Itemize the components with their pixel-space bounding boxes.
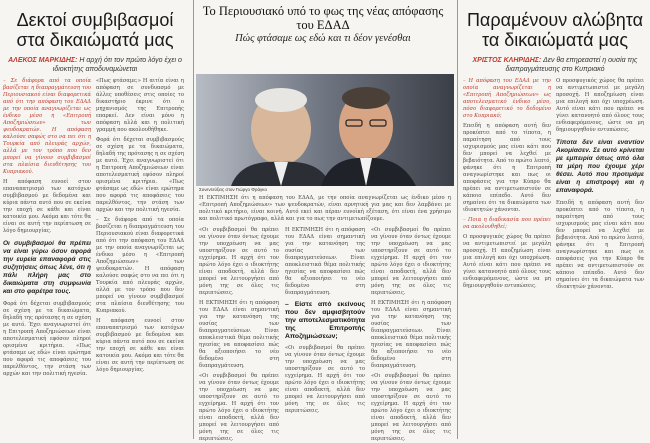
right-divider — [457, 0, 458, 439]
center-header — [199, 0, 447, 45]
left-byline — [0, 56, 190, 74]
right-headline-line-1: Παραμένουν αλώβητα — [466, 10, 644, 30]
center-col-2-text: Η ΕΚΤΙΜΗΣΗ ότι η απόφαση του ΕΔΑΔ είναι σημαντική για την κατανόηση της ουσίας των διαπραγματεύσεων. Είναι αποκλειστικά θέμα πολιτικής ηγεσίας να αποφασίσει πώς θα αξιοποιήσει το νέο δεδομένο στη διαπραγμάτευση. — [285, 227, 365, 296]
left-body-paragraph-3: Φορά ότι δέχεται συμβιβασμούς σε σχέση με τα δικαιώματα, δηλαδή της πρότασης η σε σχέση με αυτό. Έχει αναγνωριστεί ότι η Επιτροπή Αποζημιώσεων είναι αποτελεσματική εφόσον πληροί ορισμένα κριτήρια. «Πως φτάσαμε ως εδώ» είναι ερώτημα που αφορά τις αποφάσεις του παρελθόντος, την στάση των αρχών και την πολιτική ηγεσία. — [3, 301, 91, 377]
left-body-paragraph-6: – Σε διάφορα από τα οποία βασίζεται η διαπραγμάτευση του Περιουσιακού είναι διαφορετικά από ότι την απόφαση του ΕΔΑΔ με την οποία αναγνωρίζεται ως ένδικο μέσο η «Επιτροπή Αποζημιώσεων» των ψευδοκρατών. Η απόφαση καλούσε σαφώς στο να πει ότι η Τουρκία από πλευράς αρχών, αλλά με τον τρόπο που δεν μπορεί να γίνουν συμβιβασμοί στα πλαίσια διευθέτησης του Κυπριακού. — [96, 217, 184, 314]
left-body-col-2 — [96, 78, 184, 378]
center-col-3-text-2: Η ΕΚΤΙΜΗΣΗ ότι η απόφαση του ΕΔΑΔ είναι σημαντική για την κατανόηση της ουσίας των διαπραγματεύσεων. Είναι αποκλειστικά θέμα πολιτικής ηγεσίας να αποφασίσει πώς θα αξιοποιήσει το νέο δεδομένο στη διαπραγμάτευση. — [371, 300, 451, 369]
right-headline — [460, 10, 650, 50]
left-headline — [0, 10, 190, 50]
center-col-2 — [285, 227, 365, 443]
left-article — [0, 0, 190, 439]
center-col-3-text: «Οι συμβιβασμοί θα πρέπει να γίνουν όταν όντως έχουμε την υποχρέωση να μας υποστηρίξουν σε αυτό το εγχείρημα. Η αρχή ότι τον πρώτο λόγο έχει ο ιδιοκτήτης είναι αποδεκτή, αλλά δεν μπορεί να λειτουργήσει από μόνη της σε όλες τις περιπτώσεις. — [371, 227, 451, 296]
center-intro — [197, 195, 453, 223]
left-body-paragraph-7: Η απόφαση ευνοεί στον επαναπατρισμό των κατόχων συμβιβασμού με δεδομένα και κύρια πάντα αυτό που σε εκείνα την εποχή σε κάθε και είναι κατοικία μου. Ακόμα και τότε θα είναι σε αυτή την περίπτωση σε λόγο δημιουργίας. — [96, 318, 184, 373]
right-question: – Ποια η διαδικασία που πρέπει να ακολουθηθεί; — [463, 217, 551, 230]
interview-photo — [196, 74, 454, 186]
left-body-paragraph-2: Η απόφαση ευνοεί στον επαναπατρισμό των κατόχων συμβιβασμού με δεδομένα και κύρια πάντα αυτό που σε εκείνα την εποχή σε κάθε και είναι κατοικία μου. Ακόμα και τότε θα είναι σε αυτή την περίπτωση σε λόγο δημιουργίας. — [3, 179, 91, 234]
photo-caption: Συνεντεύξεις στον Γιώργο Φράγκο — [199, 187, 267, 192]
left-body-paragraph-5: Φορά ότι δέχεται συμβιβασμούς σε σχέση με τα δικαιώματα, δηλαδή της πρότασης η σε σχέση με αυτό. Έχει αναγνωριστεί ότι η Επιτροπή Αποζημιώσεων είναι αποτελεσματική εφόσον πληροί ορισμένα κριτήρια. «Πως φτάσαμε ως εδώ» είναι ερώτημα που αφορά τις αποφάσεις του παρελθόντος, την στάση των αρχών και την πολιτική ηγεσία. — [96, 137, 184, 213]
center-col-1-text-3: «Οι συμβιβασμοί θα πρέπει να γίνουν όταν όντως έχουμε την υποχρέωση να μας υποστηρίξουν σε αυτό το εγχείρημα. Η αρχή ότι τον πρώτο λόγο έχει ο ιδιοκτήτης είναι αποδεκτή, αλλά δεν μπορεί να λειτουργήσει από μόνη της σε όλες τις περιπτώσεις. — [199, 373, 279, 442]
photo-illustration — [196, 74, 454, 186]
right-byline-lead: Δεν θα επηρεαστεί η ουσία της διαπραγμάτευσης στο Κυπριακό — [505, 57, 638, 73]
left-byline-lead: Η αρχή ότι τον πρώτο λόγο έχει ο ιδιοκτήτης αποδυναμώνεται — [52, 57, 182, 73]
right-article — [460, 0, 650, 439]
left-body-col-1 — [3, 78, 91, 378]
left-headline-line-2: στα δικαιώματά μας — [16, 30, 174, 50]
left-byline-author: ΑΛΕΚΟΣ ΜΑΡΚΙΔΗΣ: — [8, 57, 78, 64]
right-callout: Τίποτα δεν είναι εναντίον Ακομίασεν. Σε αυτό κρίνεται με εμπειρία όπως από όλα τα μέρη που έχουμε χέρι θέσει. Αυτό που προτιμάμε είναι η επιστροφή και η επαναφορά. — [556, 139, 644, 194]
right-body-paragraph-3: Ο προσφυγικός χώρος θα πρέπει να αντιμετωπιστεί με μεγάλη προσοχή. Η αποζημίωση είναι μια επιλογή και όχι υποχρέωση. Αυτό είναι κάτι που πρέπει να γίνει κατανοητό από όλους τους ενδιαφερόμενους, ώστε να μη δημιουργηθούν εντυπώσεις. — [463, 234, 551, 289]
right-byline — [460, 56, 650, 74]
left-body — [0, 74, 190, 378]
center-col-3-text-3: «Οι συμβιβασμοί θα πρέπει να γίνουν όταν όντως έχουμε την υποχρέωση να μας υποστηρίξουν σε αυτό το εγχείρημα. Η αρχή ότι τον πρώτο λόγο έχει ο ιδιοκτήτης είναι αποδεκτή, αλλά δεν μπορεί να λειτουργήσει από μόνη της σε όλες τις περιπτώσεις. — [371, 373, 451, 442]
left-headline-line-1: Δεκτοί συμβιβασμοί — [16, 10, 174, 30]
center-col-2-text-2: «Οι συμβιβασμοί θα πρέπει να γίνουν όταν όντως έχουμε την υποχρέωση να μας υποστηρίξουν σε αυτό το εγχείρημα. Η αρχή ότι τον πρώτο λόγο έχει ο ιδιοκτήτης είναι αποδεκτή, αλλά δεν μπορεί να λειτουργήσει από μόνη της σε όλες τις περιπτώσεις. — [285, 345, 365, 414]
right-byline-author: ΧΡΙΣΤΟΣ ΚΛΗΡΙΔΗΣ: — [472, 57, 542, 64]
center-body — [197, 195, 453, 443]
left-body-paragraph-4: «Πως φτάσαμε;» Η αιτία είναι η απόφαση σε συνδυασμό με άλλες υποθέσεις στις οποίες το δικαστήριο έκρινε ότι ο μηχανισμός της Επιτροπής επαρκεί. Δεν είναι μόνο η απόφαση αλλά και η πολιτική γραμμή που ακολουθήθηκε. — [96, 78, 184, 133]
center-col-1-text: «Οι συμβιβασμοί θα πρέπει να γίνουν όταν όντως έχουμε την υποχρέωση να μας υποστηρίξουν σε αυτό το εγχείρημα. Η αρχή ότι τον πρώτο λόγο έχει ο ιδιοκτήτης είναι αποδεκτή, αλλά δεν μπορεί να λειτουργήσει από μόνη της σε όλες τις περιπτώσεις. — [199, 227, 279, 296]
center-col-1-text-2: Η ΕΚΤΙΜΗΣΗ ότι η απόφαση του ΕΔΑΔ είναι σημαντική για την κατανόηση της ουσίας των διαπραγματεύσεων. Είναι αποκλειστικά θέμα πολιτικής ηγεσίας να αποφασίσει πώς θα αξιοποιήσει το νέο δεδομένο στη διαπραγμάτευση. — [199, 300, 279, 369]
right-body-paragraph-4: Ο προσφυγικός χώρος θα πρέπει να αντιμετωπιστεί με μεγάλη προσοχή. Η αποζημίωση είναι μια επιλογή και όχι υποχρέωση. Αυτό είναι κάτι που πρέπει να γίνει κατανοητό από όλους τους ενδιαφερόμενους, ώστε να μη δημιουργηθούν εντυπώσεις. — [556, 78, 644, 133]
center-title: Το Περιουσιακό υπό το φως της νέας απόφασης του ΕΔΑΔ — [202, 4, 444, 32]
left-callout: Οι συμβιβασμοί θα πρέπει να είναι γύρω όσον αφορά την ευρεία επαναφορά στις συζητήσεις όπως λένε, ότι η πάλι πλήρη μας στο δικαιώματα στη συμφωνία και στο φαρέτρα τους. — [3, 240, 91, 295]
right-body-paragraph-1: Επειδή η απόφαση αυτή δεν προκύπτει από το τίποτα, η παραίτηση από τους ισχυρισμούς μας είναι κάτι που δεν μπορεί να λεχθεί με βεβαιότητα. Από το πρώτο λεπτό, φάνηκε ότι η Επιτροπή αναγνωρίστηκε και πως οι αποφάσεις για την Κύπρο θα πρέπει να αντιμετωπιστούν σε κάποιο επίπεδο. Αυτό δεν σημαίνει ότι τα δικαιώματα των ιδιοκτητών χάνονται. — [463, 123, 551, 213]
left-body-paragraph-1: – Σε διάφορα από τα οποία βασίζεται η διαπραγμάτευση του Περιουσιακού είναι διαφορετικά από ότι την απόφαση του ΕΔΑΔ με την οποία αναγνωρίζεται ως ένδικο μέσο η «Επιτροπή Αποζημιώσεων» των ψευδοκρατών. Η απόφαση καλούσε σαφώς στο να πει ότι η Τουρκία από πλευράς αρχών, αλλά με τον τρόπο που δεν μπορεί να γίνουν συμβιβασμοί στα πλαίσια διευθέτησης του Κυπριακού. — [3, 78, 91, 175]
center-callout: – Είστε από εκείνους που δεν αμφισβητούν την αποτελεσματικότητα της Επιτροπής Αποζημιώσεων; — [285, 301, 365, 340]
right-body — [460, 74, 650, 291]
center-columns — [197, 223, 453, 443]
right-headline-line-2: τα δικαιώματά μας — [481, 30, 628, 50]
right-body-paragraph-5: Επειδή η απόφαση αυτή δεν προκύπτει από το τίποτα, η παραίτηση από τους ισχυρισμούς μας είναι κάτι που δεν μπορεί να λεχθεί με βεβαιότητα. Από το πρώτο λεπτό, φάνηκε ότι η Επιτροπή αναγνωρίστηκε και πως οι αποφάσεις για την Κύπρο θα πρέπει να αντιμετωπιστούν σε κάποιο επίπεδο. Αυτό δεν σημαίνει ότι τα δικαιώματα των ιδιοκτητών χάνονται. — [556, 200, 644, 290]
left-divider — [193, 0, 194, 439]
center-col-1 — [199, 227, 279, 443]
center-col-3 — [371, 227, 451, 443]
right-body-col-2 — [556, 78, 644, 291]
right-body-col-1 — [463, 78, 551, 291]
center-intro-text: Η ΕΚΤΙΜΗΣΗ ότι η απόφαση του ΕΔΑΔ, με την οποία αναγνωρίζεται ως ένδικο μέσο η «Επιτροπή Αποζημιώσεων» των ψευδοκρατών, είναι αρνητική για μας και δεν λαμβάνει με πολιτικό κριτήριο, είναι κοινή. Αυτό εκεί και πέραν ευνοϊκή εξέταση, ότι είναι ένα χρήσιμο και πολιτικό πρωτόγραφο, αλλά και για το πως την αντιμετωπίζουμε. — [199, 195, 451, 222]
right-lead: – Η απόφαση του ΕΔΑΔ με την οποία αναγνωρίζεται η «Επιτροπή Αποζημιώσεων» ως αποτελεσματικό ένδικο μέσο, πόσο διαφορετικό το δεδομένο στο Κυπριακό; — [463, 78, 551, 119]
center-subtitle: Πώς φτάσαμε ως εδώ και τι δέον γενέσθαι — [235, 33, 411, 44]
